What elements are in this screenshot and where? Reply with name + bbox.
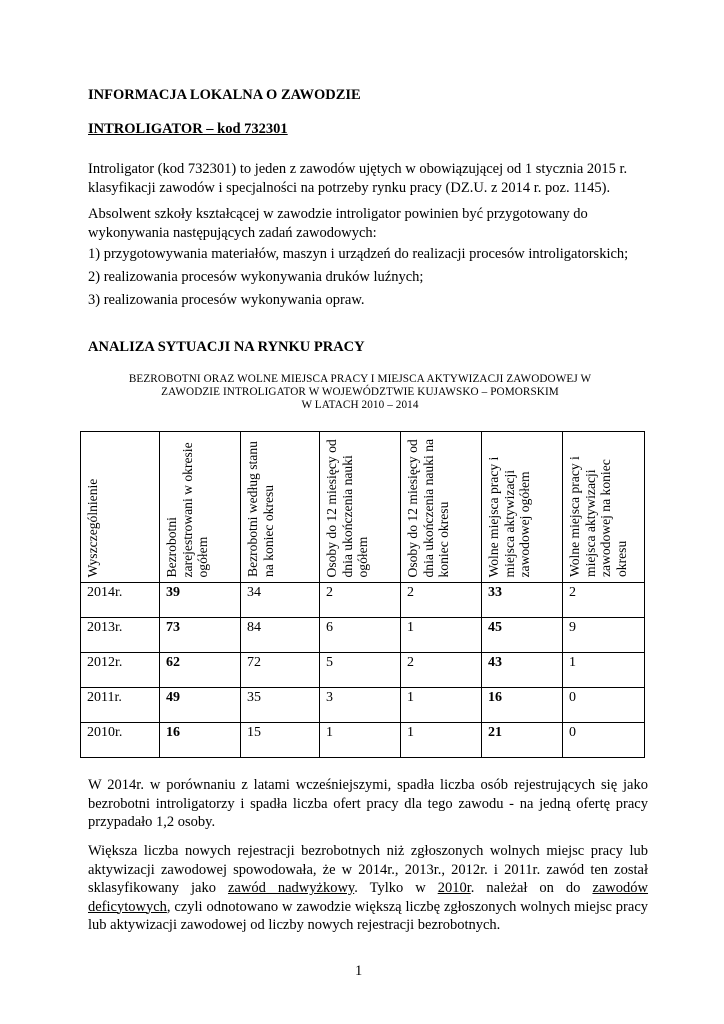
table-row [81,583,645,618]
summary-text: . należał on do [470,880,593,896]
header-cell [401,432,482,583]
header-cell [81,432,160,583]
analysis-heading: ANALIZA SYTUACJI NA RYNKU PRACY [88,339,365,355]
table-cell: 34 [241,583,320,618]
task-item-3: 3) realizowania procesów wykonywania opraw. [88,292,365,308]
header-label: Wyszczególnienie [85,478,100,577]
table-cell: 3 [320,688,401,723]
table-cell: 33 [482,583,563,618]
header-label: Bezrobotni według stanu na koniec okresu [245,441,276,577]
table-cell: 15 [241,723,320,758]
header-cell [160,432,241,583]
header-label: Osoby do 12 miesięcy od dnia ukończenia nauki ogółem [324,438,370,577]
table-cell: 1 [401,618,482,653]
table-cell: 1 [401,688,482,723]
table-row [81,653,645,688]
table-row [81,618,645,653]
header-label: Wolne miejsca pracy i miejsca aktywizacji zawodowej ogółem [486,456,532,577]
table-cell: 2 [320,583,401,618]
graduate-paragraph: Absolwent szkoły kształcącej w zawodzie introligator powinien być przygotowany do wykonywania następujących zadań zawodowych: [88,206,588,241]
header-cell [241,432,320,583]
summary-text: . Tylko w [354,880,438,896]
header-label: Osoby do 12 miesięcy od dnia ukończenia nauki na koniec okresu [405,438,451,577]
table-cell: 16 [482,688,563,723]
table-cell: 2010r. [81,723,160,758]
intro-paragraph: Introligator (kod 732301) to jeden z zawodów ujętych w obowiązującej od 1 stycznia 2015 r. klasyfikacji zawodów i specjalności na potrzeby rynku pracy (DZ.U. z 2014 r. poz. 1145). [88,161,628,196]
data-table [80,431,645,758]
profession-code-heading: INTROLIGATOR – kod 732301 [88,121,288,137]
table-title-line-1: BEZROBOTNI ORAZ WOLNE MIEJSCA PRACY I MIEJSCA AKTYWIZACJI ZAWODOWEJ W [128,373,592,385]
table-cell: 0 [563,688,645,723]
table-cell: 84 [241,618,320,653]
table-cell: 1 [563,653,645,688]
table-cell: 21 [482,723,563,758]
task-item-2: 2) realizowania procesów wykonywania druków luźnych; [88,269,424,285]
task-item-1: 1) przygotowywania materiałów, maszyn i urządzeń do realizacji procesów introligatorskich; [88,246,629,262]
deficit-professions-link[interactable]: zawodów deficytowych [88,880,649,915]
table-cell: 1 [320,723,401,758]
surplus-profession-link[interactable]: zawód nadwyżkowy [228,880,355,896]
table-cell: 2014r. [81,583,160,618]
table-cell: 62 [160,653,241,688]
table-cell: 9 [563,618,645,653]
table-title-line-3: W LATACH 2010 – 2014 [301,399,419,411]
table-cell: 72 [241,653,320,688]
table-header-row [81,432,645,583]
table-cell: 0 [563,723,645,758]
table-cell: 45 [482,618,563,653]
summary-paragraph-1: W 2014r. w porównaniu z latami wcześniejszymi, spadła liczba osób rejestrujących się jako bezrobotni introligatorzy i spadła liczba ofert pracy dla tego zawodu - na jedną ofertę pracy przypadało 1,2 osoby. [88,777,648,830]
table-cell: 2013r. [81,618,160,653]
table-cell: 43 [482,653,563,688]
year-2010-link[interactable]: 2010r [437,880,471,896]
table-cell: 73 [160,618,241,653]
summary-paragraph-2 [88,842,648,935]
header-cell [563,432,645,583]
table-cell: 1 [401,723,482,758]
summary-text: , czyli odnotowano w zawodzie większą liczbę zgłoszonych wolnych miejsc pracy lub aktywizacji zawodowej od liczby nowych rejestracji bezrobotnych. [88,898,648,933]
table-cell: 6 [320,618,401,653]
table-cell: 16 [160,723,241,758]
table-cell: 2 [563,583,645,618]
header-cell [320,432,401,583]
table-cell: 2 [401,583,482,618]
page-heading: INFORMACJA LOKALNA O ZAWODZIE [88,87,361,103]
table-cell: 2012r. [81,653,160,688]
table-cell: 49 [160,688,241,723]
table-cell: 5 [320,653,401,688]
table-row [81,688,645,723]
table-row [81,723,645,758]
table-cell: 39 [160,583,241,618]
header-cell [482,432,563,583]
table-cell: 2 [401,653,482,688]
header-label: Bezrobotni zarejestrowani w okresie ogółem [164,441,210,577]
header-label: Wolne miejsca pracy i miejsca aktywizacji zawodowej na koniec okresu [567,456,629,577]
table-cell: 2011r. [81,688,160,723]
summary-text: Większa liczba nowych rejestracji bezrobotnych niż zgłoszonych wolnych miejsc pracy lub aktywizacji zawodowej spowodowała, że w 2014r., 2013r., 2012r. i 2011r. zawód ten został sklasyfikowany jako [88,843,648,896]
table-title-line-2: ZAWODZIE INTROLIGATOR W WOJEWÓDZTWIE KUJAWSKO – POMORSKIM [161,386,559,398]
page-number: 1 [355,963,363,979]
table-cell: 35 [241,688,320,723]
